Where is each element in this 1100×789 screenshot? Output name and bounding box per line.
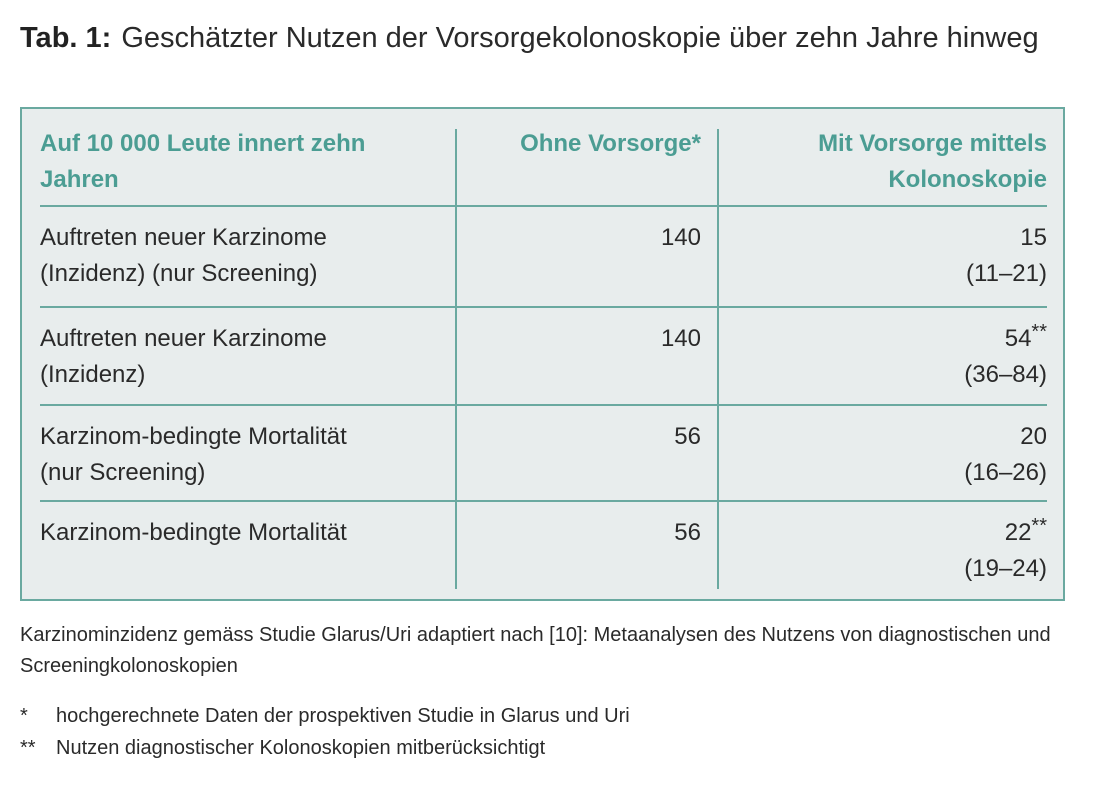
header-population: Auf 10 000 Leute innert zehn Jahren — [40, 130, 366, 193]
row-label: Auftreten neuer Karzinome (Inzidenz) (nur Screening) — [40, 224, 327, 287]
header-without-screening: Ohne Vorsorge* — [520, 130, 701, 157]
value-range: (36–84) — [964, 361, 1047, 388]
value-footnote-mark: ** — [1031, 321, 1047, 343]
value-footnote-mark: ** — [1031, 515, 1047, 537]
row-value-with — [717, 419, 1047, 491]
row-value-without: 56 — [674, 423, 701, 450]
value-with: 54 — [1004, 325, 1032, 352]
row-value-without: 140 — [660, 325, 701, 352]
value-with: 22 — [1004, 519, 1032, 546]
footnote-text: hochgerechnete Daten der prospektiven Studie in Glarus und Uri — [56, 705, 630, 727]
value-with: 20 — [1020, 423, 1047, 450]
table-row — [40, 500, 1047, 600]
footnote-text: Nutzen diagnostischer Kolonoskopien mitberücksichtigt — [56, 737, 546, 759]
table-source-note: Karzinominzidenz gemäss Studie Glarus/Uri adaptiert nach [10]: Metaanalysen des Nutzens von diagnostischen und Screeningkolonoskopien — [20, 624, 1051, 677]
row-value-without: 140 — [660, 224, 701, 251]
row-label: Karzinom-bedingte Mortalität — [40, 519, 347, 546]
row-value-without: 56 — [674, 519, 701, 546]
value-range: (16–26) — [964, 459, 1047, 486]
table-row — [40, 404, 1047, 502]
row-label: Karzinom-bedingte Mortalität (nur Screening) — [40, 423, 347, 486]
value-with: 15 — [1020, 224, 1047, 251]
table-title-label: Tab. 1: — [20, 22, 112, 54]
value-range: (19–24) — [964, 555, 1047, 582]
table-header-row — [40, 109, 1047, 207]
data-table — [20, 107, 1065, 601]
header-with-colonoscopy: Mit Vorsorge mittels Kolonoskopie — [818, 130, 1047, 193]
value-range: (11–21) — [966, 260, 1047, 287]
row-value-with — [717, 321, 1047, 393]
table-title — [20, 20, 1080, 56]
row-label: Auftreten neuer Karzinome (Inzidenz) — [40, 325, 327, 388]
table-row — [40, 205, 1047, 308]
footnote — [20, 702, 630, 730]
row-value-with — [717, 515, 1047, 587]
footnote-mark: ** — [20, 737, 36, 759]
footnote-mark: * — [20, 705, 28, 727]
table-row — [40, 306, 1047, 406]
table-title-text: Geschätzter Nutzen der Vorsorgekolonoskopie über zehn Jahre hinweg — [121, 22, 1039, 54]
footnote — [20, 734, 545, 762]
row-value-with — [717, 220, 1047, 292]
